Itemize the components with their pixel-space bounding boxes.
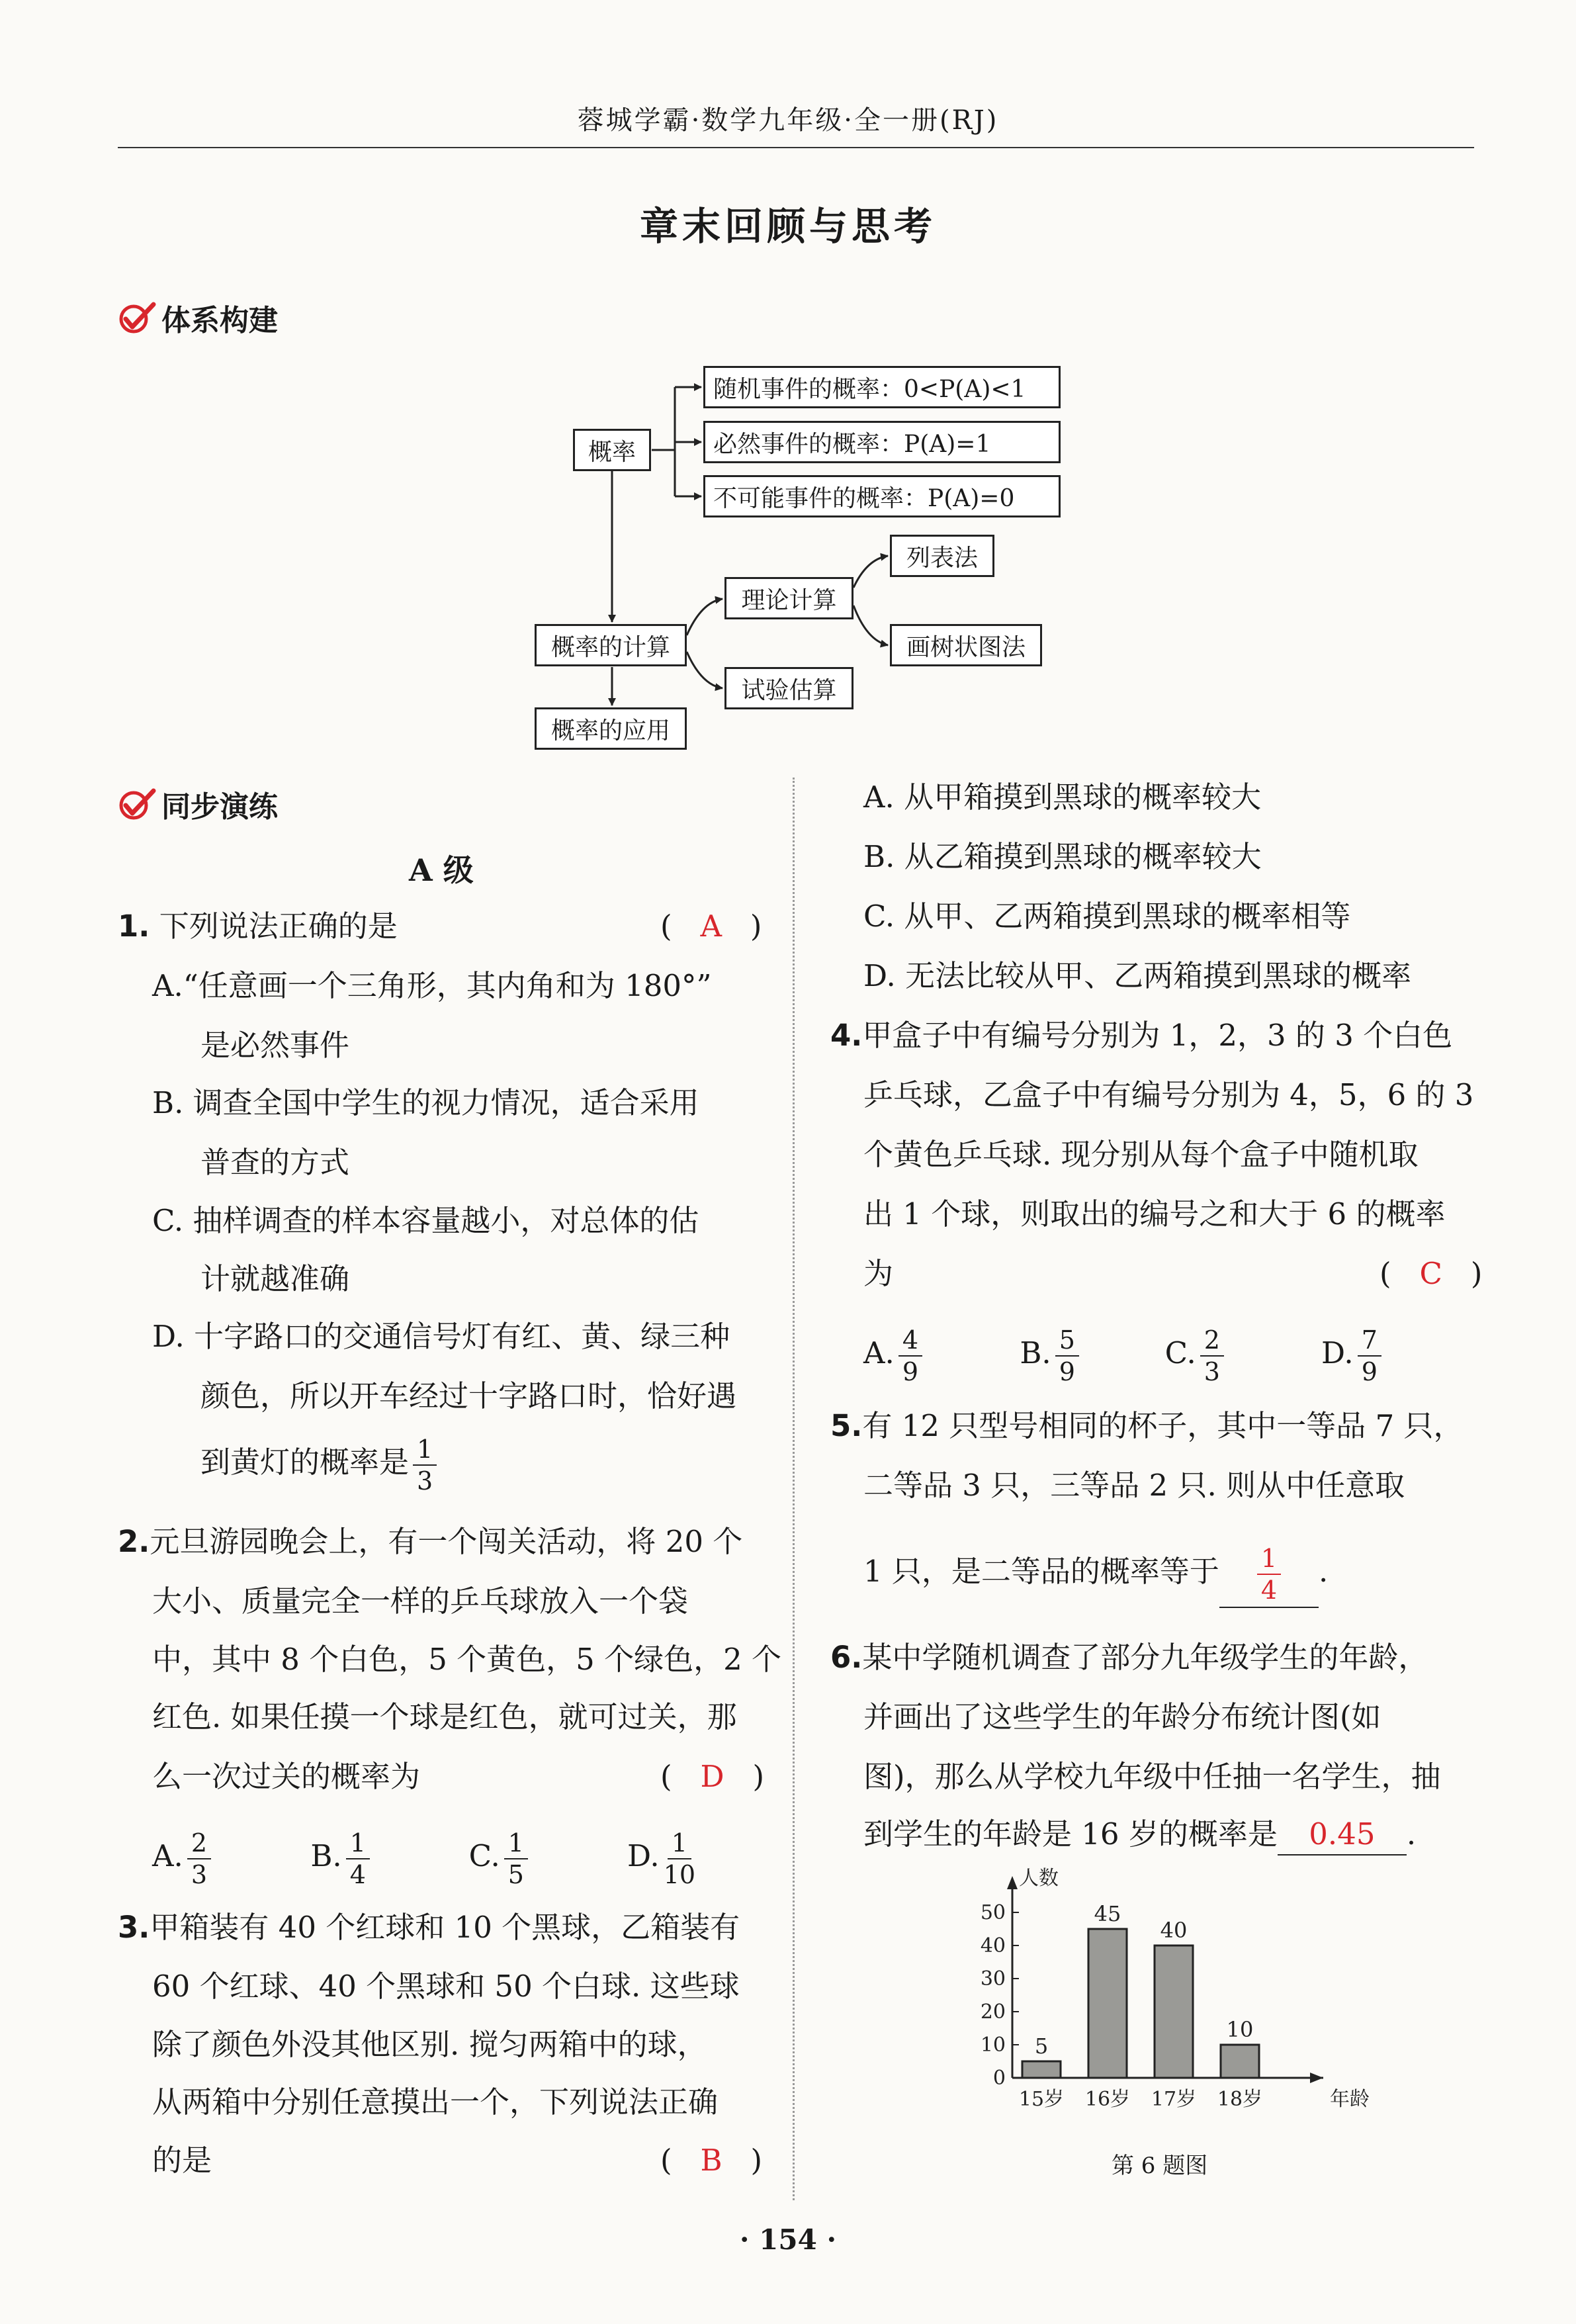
y-axis-label: 人数 xyxy=(1019,1867,1059,1890)
red-check-icon xyxy=(118,787,157,821)
q5-answer-blank xyxy=(1219,1543,1319,1608)
q5-line1-text: 有 12 只型号相同的杯子，其中一等品 7 只， xyxy=(862,1408,1464,1443)
q2-option-a-label: A. xyxy=(152,1838,183,1873)
q1-answer: A xyxy=(700,909,722,944)
x-tick-label: 15岁 xyxy=(1018,2088,1065,2111)
q4-option-d-num: 7 xyxy=(1358,1327,1381,1357)
q3-option-b: B. 从乙箱摸到黑球的概率较大 xyxy=(863,839,1262,874)
q4-number: 4. xyxy=(830,1018,863,1053)
bar-value-label: 5 xyxy=(1034,2033,1049,2059)
q4-option-d-frac xyxy=(1358,1327,1381,1384)
q2-option-b-den: 4 xyxy=(349,1859,366,1889)
q4-option-d-den: 9 xyxy=(1361,1357,1378,1386)
q4-option-c-label: C. xyxy=(1164,1335,1196,1370)
y-tick-label: 20 xyxy=(980,2000,1006,2024)
q6-line4 xyxy=(863,1805,1416,1864)
q5-line3 xyxy=(863,1542,1328,1608)
q5-line2: 二等品 3 只，三等品 2 只. 则从中任意取 xyxy=(863,1468,1405,1503)
q1-number: 1. xyxy=(118,909,150,944)
diagram-tree-method-box: 画树状图法 xyxy=(890,624,1042,666)
q1-option-c-line2: 计就越准确 xyxy=(200,1261,350,1296)
x-tick-label: 16岁 xyxy=(1084,2088,1131,2111)
q4-option-a-frac xyxy=(898,1327,922,1384)
diagram-case-impossible: 不可能事件的概率：P(A)=0 xyxy=(703,475,1061,517)
q4-option-b-frac xyxy=(1055,1327,1079,1384)
q6-line3: 图)，那么从学校九年级中任抽一名学生，抽 xyxy=(863,1759,1441,1794)
q4-option-c-den: 3 xyxy=(1204,1357,1220,1386)
q3-line2: 60 个红球、40 个黑球和 50 个白球. 这些球 xyxy=(152,1969,740,2004)
section-practice-heading xyxy=(118,783,278,825)
q2-option-a-frac xyxy=(187,1830,211,1887)
page-number: · 154 · xyxy=(739,2223,837,2256)
level-label: A 级 xyxy=(409,852,474,888)
q5-answer-den: 4 xyxy=(1260,1575,1278,1605)
q2-option-d-num: 1 xyxy=(668,1830,691,1859)
q2-answer-slot: ( D ) xyxy=(660,1759,765,1794)
q2-option-b xyxy=(310,1826,459,1887)
q5-line3-text: 1 只，是二等品的概率等于 xyxy=(863,1554,1219,1589)
q4-option-b-num: 5 xyxy=(1055,1327,1079,1357)
q1-option-d-line2: 颜色，所以开车经过十字路口时，恰好遇 xyxy=(200,1378,737,1413)
y-tick-label: 0 xyxy=(992,2067,1006,2090)
q2-option-c-den: 5 xyxy=(507,1859,524,1889)
q4-option-b-den: 9 xyxy=(1059,1357,1075,1386)
q4-option-c xyxy=(1165,1323,1312,1384)
q6-line2: 并画出了这些学生的年龄分布统计图(如 xyxy=(863,1699,1381,1734)
running-header: 蓉城学霸·数学九年级·全一册(RJ) xyxy=(577,105,999,136)
bar-value-label: 10 xyxy=(1226,2017,1254,2042)
q5-number: 5. xyxy=(830,1408,863,1443)
q4-line3: 个黄色乒乓球. 现分别从每个盒子中随机取 xyxy=(863,1137,1419,1172)
bar xyxy=(1088,1929,1127,2078)
q4-line5: 为 xyxy=(863,1256,894,1291)
q3-line1 xyxy=(118,1898,740,1957)
q2-option-a-den: 3 xyxy=(191,1859,207,1889)
q6-tail: . xyxy=(1406,1816,1417,1852)
y-tick-label: 30 xyxy=(980,1967,1006,1990)
q4-line2: 乒乓球，乙盒子中有编号分别为 4，5，6 的 3 xyxy=(863,1077,1474,1112)
diagram-application-box: 概率的应用 xyxy=(535,707,687,750)
q5-answer xyxy=(1257,1543,1281,1605)
q4-option-d xyxy=(1321,1323,1385,1384)
q4-option-a-label: A. xyxy=(863,1335,895,1370)
q2-number: 2. xyxy=(118,1524,150,1559)
q2-option-c xyxy=(469,1826,618,1887)
q2-line1-text: 元旦游园晚会上，有一个闯关活动，将 20 个 xyxy=(150,1524,743,1559)
q2-option-d-frac xyxy=(664,1830,695,1887)
q2-line4: 红色. 如果任摸一个球是红色，就可过关，那 xyxy=(152,1699,737,1734)
q1-stem-text: 下列说法正确的是 xyxy=(159,909,398,944)
section-system-label: 体系构建 xyxy=(161,304,278,337)
x-axis-arrow xyxy=(1310,2073,1323,2083)
q2-answer: D xyxy=(700,1759,724,1794)
q2-option-d xyxy=(627,1826,699,1887)
q1-option-a-line2: 是必然事件 xyxy=(200,1028,350,1063)
q1-option-d-line3 xyxy=(200,1433,441,1494)
q6-number: 6. xyxy=(830,1640,863,1675)
bar xyxy=(1221,2045,1259,2078)
q6-line1 xyxy=(830,1628,1428,1687)
q2-option-b-label: B. xyxy=(310,1838,342,1873)
q4-line1-text: 甲盒子中有编号分别为 1，2，3 的 3 个白色 xyxy=(862,1018,1453,1053)
diagram-root-box: 概率 xyxy=(573,429,651,471)
q1-option-d-text: 到黄灯的概率是 xyxy=(200,1445,410,1480)
q4-answer: C xyxy=(1419,1256,1442,1291)
q3-line5: 的是 xyxy=(152,2143,212,2178)
q6-answer: 0.45 xyxy=(1278,1814,1407,1855)
q2-line1 xyxy=(118,1512,742,1572)
q4-options xyxy=(863,1323,1385,1384)
diagram-experiment-box: 试验估算 xyxy=(724,667,854,709)
y-axis-arrow xyxy=(1007,1876,1018,1889)
q2-option-b-num: 1 xyxy=(346,1830,370,1859)
q3-option-c: C. 从甲、乙两箱摸到黑球的概率相等 xyxy=(863,899,1351,934)
q2-option-a xyxy=(152,1826,301,1887)
x-tick-label: 17岁 xyxy=(1151,2088,1197,2111)
bar xyxy=(1155,1945,1193,2078)
q5-tail: . xyxy=(1318,1554,1329,1589)
diagram-theory-box: 理论计算 xyxy=(724,577,854,619)
q2-option-b-frac xyxy=(346,1830,370,1887)
q2-option-d-den: 10 xyxy=(663,1859,696,1889)
q1-option-c-line1: C. 抽样调查的样本容量越小，对总体的估 xyxy=(152,1203,699,1238)
q4-option-b xyxy=(1020,1323,1155,1384)
q1-fraction xyxy=(413,1434,437,1496)
x-axis-label: 年龄 xyxy=(1330,2088,1370,2111)
q4-option-d-label: D. xyxy=(1321,1335,1354,1370)
q2-options xyxy=(152,1826,699,1887)
q2-option-d-label: D. xyxy=(627,1838,660,1873)
q1-fraction-den: 3 xyxy=(417,1466,433,1496)
q3-option-a: A. 从甲箱摸到黑球的概率较大 xyxy=(863,780,1262,815)
q4-option-a xyxy=(863,1323,1010,1384)
column-divider xyxy=(793,778,795,2200)
q5-answer-num: 1 xyxy=(1257,1546,1281,1575)
age-bar-chart xyxy=(953,1866,1376,2131)
q2-line2: 大小、质量完全一样的乒乓球放入一个袋 xyxy=(152,1584,689,1619)
q4-answer-slot: ( C ) xyxy=(1379,1256,1483,1291)
bar-value-label: 40 xyxy=(1160,1918,1188,1943)
q2-option-c-num: 1 xyxy=(504,1830,528,1859)
chart-caption: 第 6 题图 xyxy=(1112,2153,1208,2179)
q1-option-d-line1: D. 十字路口的交通信号灯有红、黄、绿三种 xyxy=(152,1319,730,1354)
section-practice-label: 同步演练 xyxy=(161,790,278,824)
y-tick-label: 10 xyxy=(980,2033,1006,2057)
q3-answer-slot: ( B ) xyxy=(660,2143,763,2178)
q4-option-c-frac xyxy=(1200,1327,1224,1384)
q3-line4: 从两箱中分别任意摸出一个，下列说法正确 xyxy=(152,2084,719,2120)
q4-line1 xyxy=(830,1006,1452,1065)
q3-line3: 除了颜色外没其他区别. 搅匀两箱中的球， xyxy=(152,2027,707,2062)
q4-option-a-den: 9 xyxy=(902,1357,918,1386)
q3-number: 3. xyxy=(118,1910,150,1945)
q1-fraction-num: 1 xyxy=(413,1437,437,1466)
page-title: 章末回顾与思考 xyxy=(639,204,936,249)
y-tick-label: 40 xyxy=(980,1934,1006,1957)
q4-option-b-label: B. xyxy=(1020,1335,1051,1370)
q5-line1 xyxy=(830,1396,1464,1456)
q2-option-a-num: 2 xyxy=(187,1830,211,1859)
q1-stem xyxy=(118,897,398,956)
q1-option-a-line1: A.“任意画一个三角形，其内角和为 180°” xyxy=(152,968,712,1003)
diagram-calc-box: 概率的计算 xyxy=(535,624,687,666)
q4-option-a-num: 4 xyxy=(898,1327,922,1357)
diagram-case-random: 随机事件的概率：0<P(A)<1 xyxy=(703,366,1061,408)
q3-line1-text: 甲箱装有 40 个红球和 10 个黑球，乙箱装有 xyxy=(150,1910,740,1945)
q6-line4-text: 到学生的年龄是 16 岁的概率是 xyxy=(863,1816,1278,1852)
bar xyxy=(1022,2061,1061,2078)
q6-line1-text: 某中学随机调查了部分九年级学生的年龄， xyxy=(862,1640,1428,1675)
q2-line5: 么一次过关的概率为 xyxy=(152,1759,421,1794)
q2-option-c-label: C. xyxy=(468,1838,500,1873)
q1-answer-slot: ( A ) xyxy=(660,909,762,944)
y-tick-label: 50 xyxy=(980,1901,1006,1924)
q3-answer: B xyxy=(700,2143,722,2178)
q3-option-d: D. 无法比较从甲、乙两箱摸到黑球的概率 xyxy=(863,958,1412,993)
q4-option-c-num: 2 xyxy=(1200,1327,1224,1357)
bar-value-label: 45 xyxy=(1094,1901,1121,1926)
diagram-list-method-box: 列表法 xyxy=(890,535,994,577)
q1-option-b-line1: B. 调查全国中学生的视力情况，适合采用 xyxy=(152,1085,699,1120)
x-tick-label: 18岁 xyxy=(1217,2088,1263,2111)
q2-option-c-frac xyxy=(504,1830,528,1887)
q1-option-b-line2: 普查的方式 xyxy=(200,1145,350,1180)
q2-line3: 中，其中 8 个白色，5 个黄色，5 个绿色，2 个 xyxy=(152,1642,782,1677)
q4-line4: 出 1 个球，则取出的编号之和大于 6 的概率 xyxy=(863,1196,1446,1231)
diagram-case-certain: 必然事件的概率：P(A)=1 xyxy=(703,421,1061,463)
